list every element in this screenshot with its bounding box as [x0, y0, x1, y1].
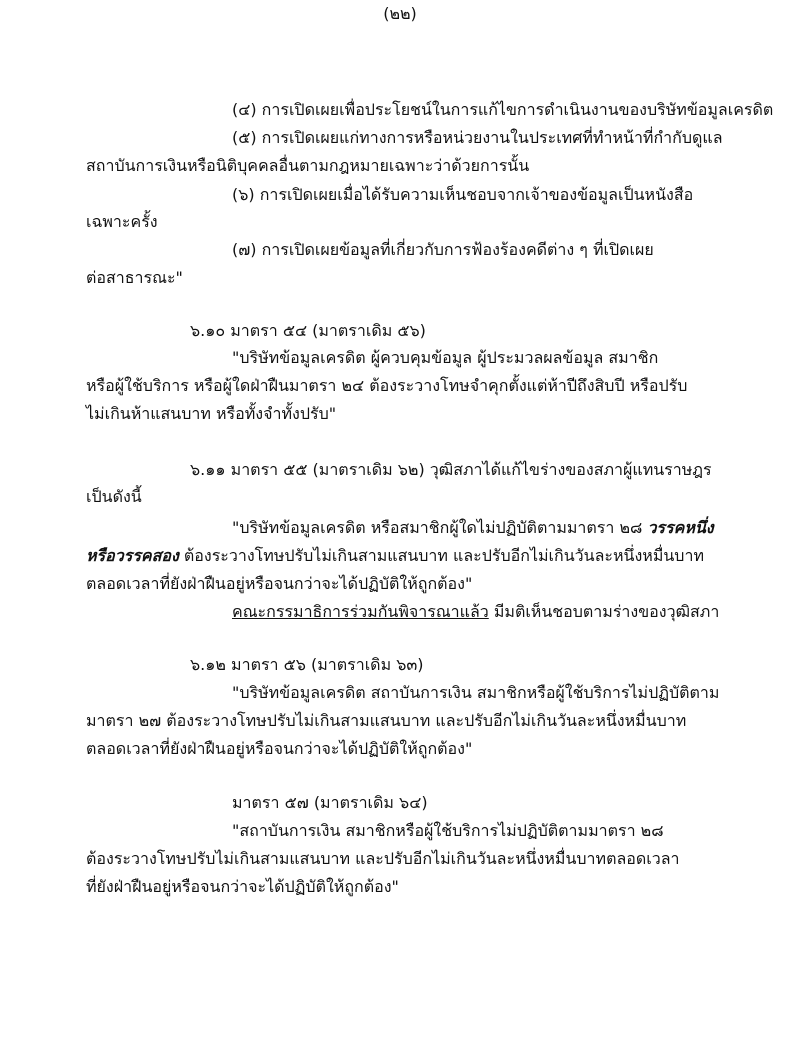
section-57-text-3: ที่ยังฝ่าฝืนอยู่หรือจนกว่าจะได้ปฏิบัติให้ถูกต้อง": [86, 877, 399, 896]
section-6-12-text-2: มาตรา ๒๗ ต้องระวางโทษปรับไม่เกินสามแสนบาท และปรับอีกไม่เกินวันละหนึ่งหมื่นบาท: [86, 711, 687, 730]
section-6-11-text-1a: "บริษัทข้อมูลเครดิต หรือสมาชิกผู้ใดไม่ปฏิบัติตามมาตรา ๒๘: [232, 518, 643, 537]
section-6-11-heading: ๖.๑๑ มาตรา ๕๕ (มาตราเดิม ๖๒) วุฒิสภาได้แก้ไขร่างของสภาผู้แทนราษฎร: [190, 460, 712, 479]
section-6-11-text-3: ตลอดเวลาที่ยังฝ่าฝืนอยู่หรือจนกว่าจะได้ปฏิบัติให้ถูกต้อง": [86, 574, 473, 593]
committee-text: มีมติเห็นชอบตามร่างของวุฒิสภา: [488, 602, 720, 621]
committee-label: คณะกรรมาธิการร่วมกันพิจารณาแล้ว: [232, 602, 489, 621]
section-6-12-text-1: "บริษัทข้อมูลเครดิต สถาบันการเงิน สมาชิกหรือผู้ใช้บริการไม่ปฏิบัติตาม: [232, 683, 720, 702]
section-6-11-text-1: [232, 518, 714, 538]
page-number: (๒๒): [383, 4, 417, 23]
section-6-10-text-3: ไม่เกินห้าแสนบาท หรือทั้งจำทั้งปรับ": [86, 404, 337, 423]
section-6-10-heading: ๖.๑๐ มาตรา ๕๔ (มาตราเดิม ๕๖): [190, 321, 426, 340]
item-7-cont: ต่อสาธารณะ": [86, 268, 183, 287]
item-6-line: (๖) การเปิดเผยเมื่อได้รับความเห็นชอบจากเจ้าของข้อมูลเป็นหนังสือ: [232, 185, 694, 204]
section-6-11-text-2: [86, 546, 704, 566]
section-6-11-heading-cont: เป็นดังนี้: [86, 487, 142, 506]
committee-resolution: [232, 602, 719, 622]
item-5-cont: สถาบันการเงินหรือนิติบุคคลอื่นตามกฎหมายเฉพาะว่าด้วยการนั้น: [86, 156, 530, 175]
emphasis-paragraph-one: วรรคหนึ่ง: [647, 518, 714, 537]
section-57-text-1: "สถาบันการเงิน สมาชิกหรือผู้ใช้บริการไม่ปฏิบัติตามมาตรา ๒๘: [232, 821, 664, 840]
section-57-text-2: ต้องระวางโทษปรับไม่เกินสามแสนบาท และปรับอีกไม่เกินวันละหนึ่งหมื่นบาทตลอดเวลา: [86, 849, 680, 868]
section-6-10-text-1: "บริษัทข้อมูลเครดิต ผู้ควบคุมข้อมูล ผู้ประมวลผลข้อมูล สมาชิก: [232, 348, 659, 367]
section-6-10-text-2: หรือผู้ใช้บริการ หรือผู้ใดฝ่าฝืนมาตรา ๒๔ ต้องระวางโทษจำคุกตั้งแต่ห้าปีถึงสิบปี หรือปรับ: [86, 376, 688, 395]
item-5-line: (๕) การเปิดเผยแก่ทางการหรือหน่วยงานในประเทศที่ทำหน้าที่กำกับดูแล: [232, 128, 723, 147]
section-6-11-text-2b: ต้องระวางโทษปรับไม่เกินสามแสนบาท และปรับอีกไม่เกินวันละหนึ่งหมื่นบาท: [178, 546, 704, 565]
section-57-heading: มาตรา ๕๗ (มาตราเดิม ๖๔): [232, 793, 428, 812]
item-4-line: (๔) การเปิดเผยเพื่อประโยชน์ในการแก้ไขการดำเนินงานของบริษัทข้อมูลเครดิต: [232, 100, 774, 119]
emphasis-paragraph-two: หรือวรรคสอง: [86, 546, 179, 565]
item-6-cont: เฉพาะครั้ง: [86, 212, 158, 231]
item-7-line: (๗) การเปิดเผยข้อมูลที่เกี่ยวกับการฟ้องร้องคดีต่าง ๆ ที่เปิดเผย: [232, 240, 654, 259]
section-6-12-heading: ๖.๑๒ มาตรา ๕๖ (มาตราเดิม ๖๓): [190, 655, 424, 674]
section-6-12-text-3: ตลอดเวลาที่ยังฝ่าฝืนอยู่หรือจนกว่าจะได้ปฏิบัติให้ถูกต้อง": [86, 739, 473, 758]
